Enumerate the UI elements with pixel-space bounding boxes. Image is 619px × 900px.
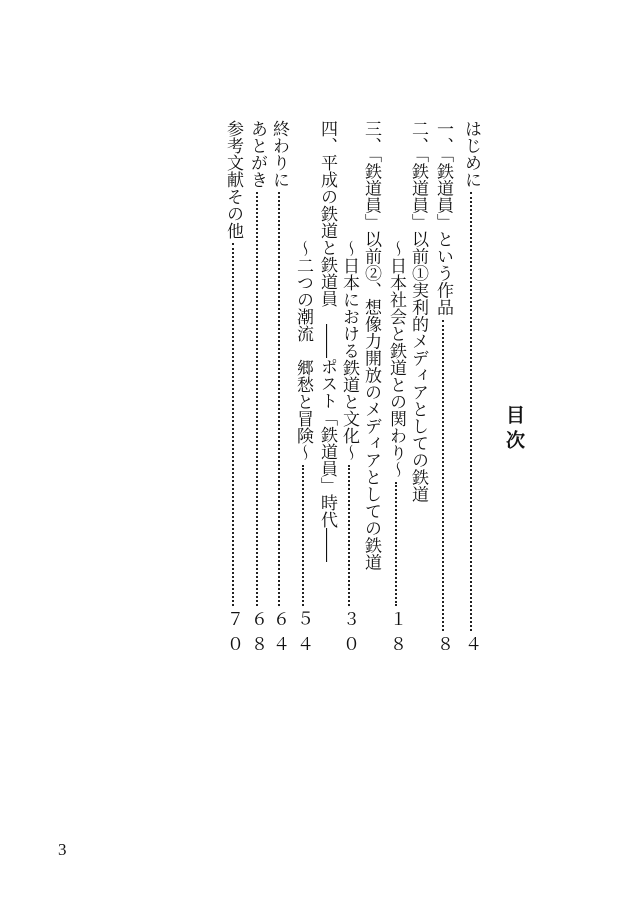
leader-dots xyxy=(232,243,234,606)
toc-entry-2-sub xyxy=(383,240,409,660)
toc-entry-page: ４ xyxy=(461,635,481,660)
toc-entry-page: ８ xyxy=(433,635,453,660)
toc-entry-page: ３０ xyxy=(339,610,359,660)
leader-dots xyxy=(302,465,304,606)
toc-entry-page: ６４ xyxy=(269,610,289,660)
toc-entry-label: 四、平成の鉄道と鉄道員 ――ポスト「鉄道員」時代―― xyxy=(317,120,337,562)
leader-dots xyxy=(395,482,397,606)
leader-dots xyxy=(256,192,258,606)
toc-entry-label: 一、「鉄道員」という作品 xyxy=(433,120,453,316)
toc-entry-4-sub xyxy=(290,240,316,660)
toc-entry-4[interactable] xyxy=(314,120,340,600)
toc-entry-hajimeni[interactable] xyxy=(458,120,484,660)
toc-entry-1[interactable] xyxy=(430,120,456,660)
toc-entry-page: １８ xyxy=(386,610,406,660)
leader-dots xyxy=(470,192,472,631)
toc-entry-page: ５４ xyxy=(293,610,313,660)
leader-dots xyxy=(442,320,444,632)
toc-entry-label: 三、「鉄道員」以前②、想像力開放のメディアとしての鉄道 xyxy=(361,120,381,571)
toc-entry-label: 参考文献その他 xyxy=(223,120,243,239)
toc-entry-page: ６８ xyxy=(247,610,267,660)
toc-entry-subtitle: ～日本における鉄道と文化～ xyxy=(339,240,359,461)
toc-entry-label: はじめに xyxy=(461,120,481,188)
toc-entry-label: 終わりに xyxy=(269,120,289,188)
page-number: 3 xyxy=(58,840,67,859)
toc-entry-references[interactable] xyxy=(220,120,246,660)
toc-entry-page: ７０ xyxy=(223,610,243,660)
toc-entry-atogaki[interactable] xyxy=(244,120,270,660)
leader-dots xyxy=(278,192,280,606)
toc-entry-subtitle: ～日本社会と鉄道との関わり～ xyxy=(386,240,406,478)
toc-title: 目次 xyxy=(503,405,525,455)
toc-entry-label: 二、「鉄道員」以前①実利的メディアとしての鉄道 xyxy=(408,120,428,503)
leader-dots xyxy=(348,465,350,606)
toc-entry-subtitle: ～二つの潮流 郷愁と冒険～ xyxy=(293,240,313,461)
toc-entry-label: あとがき xyxy=(247,120,267,188)
